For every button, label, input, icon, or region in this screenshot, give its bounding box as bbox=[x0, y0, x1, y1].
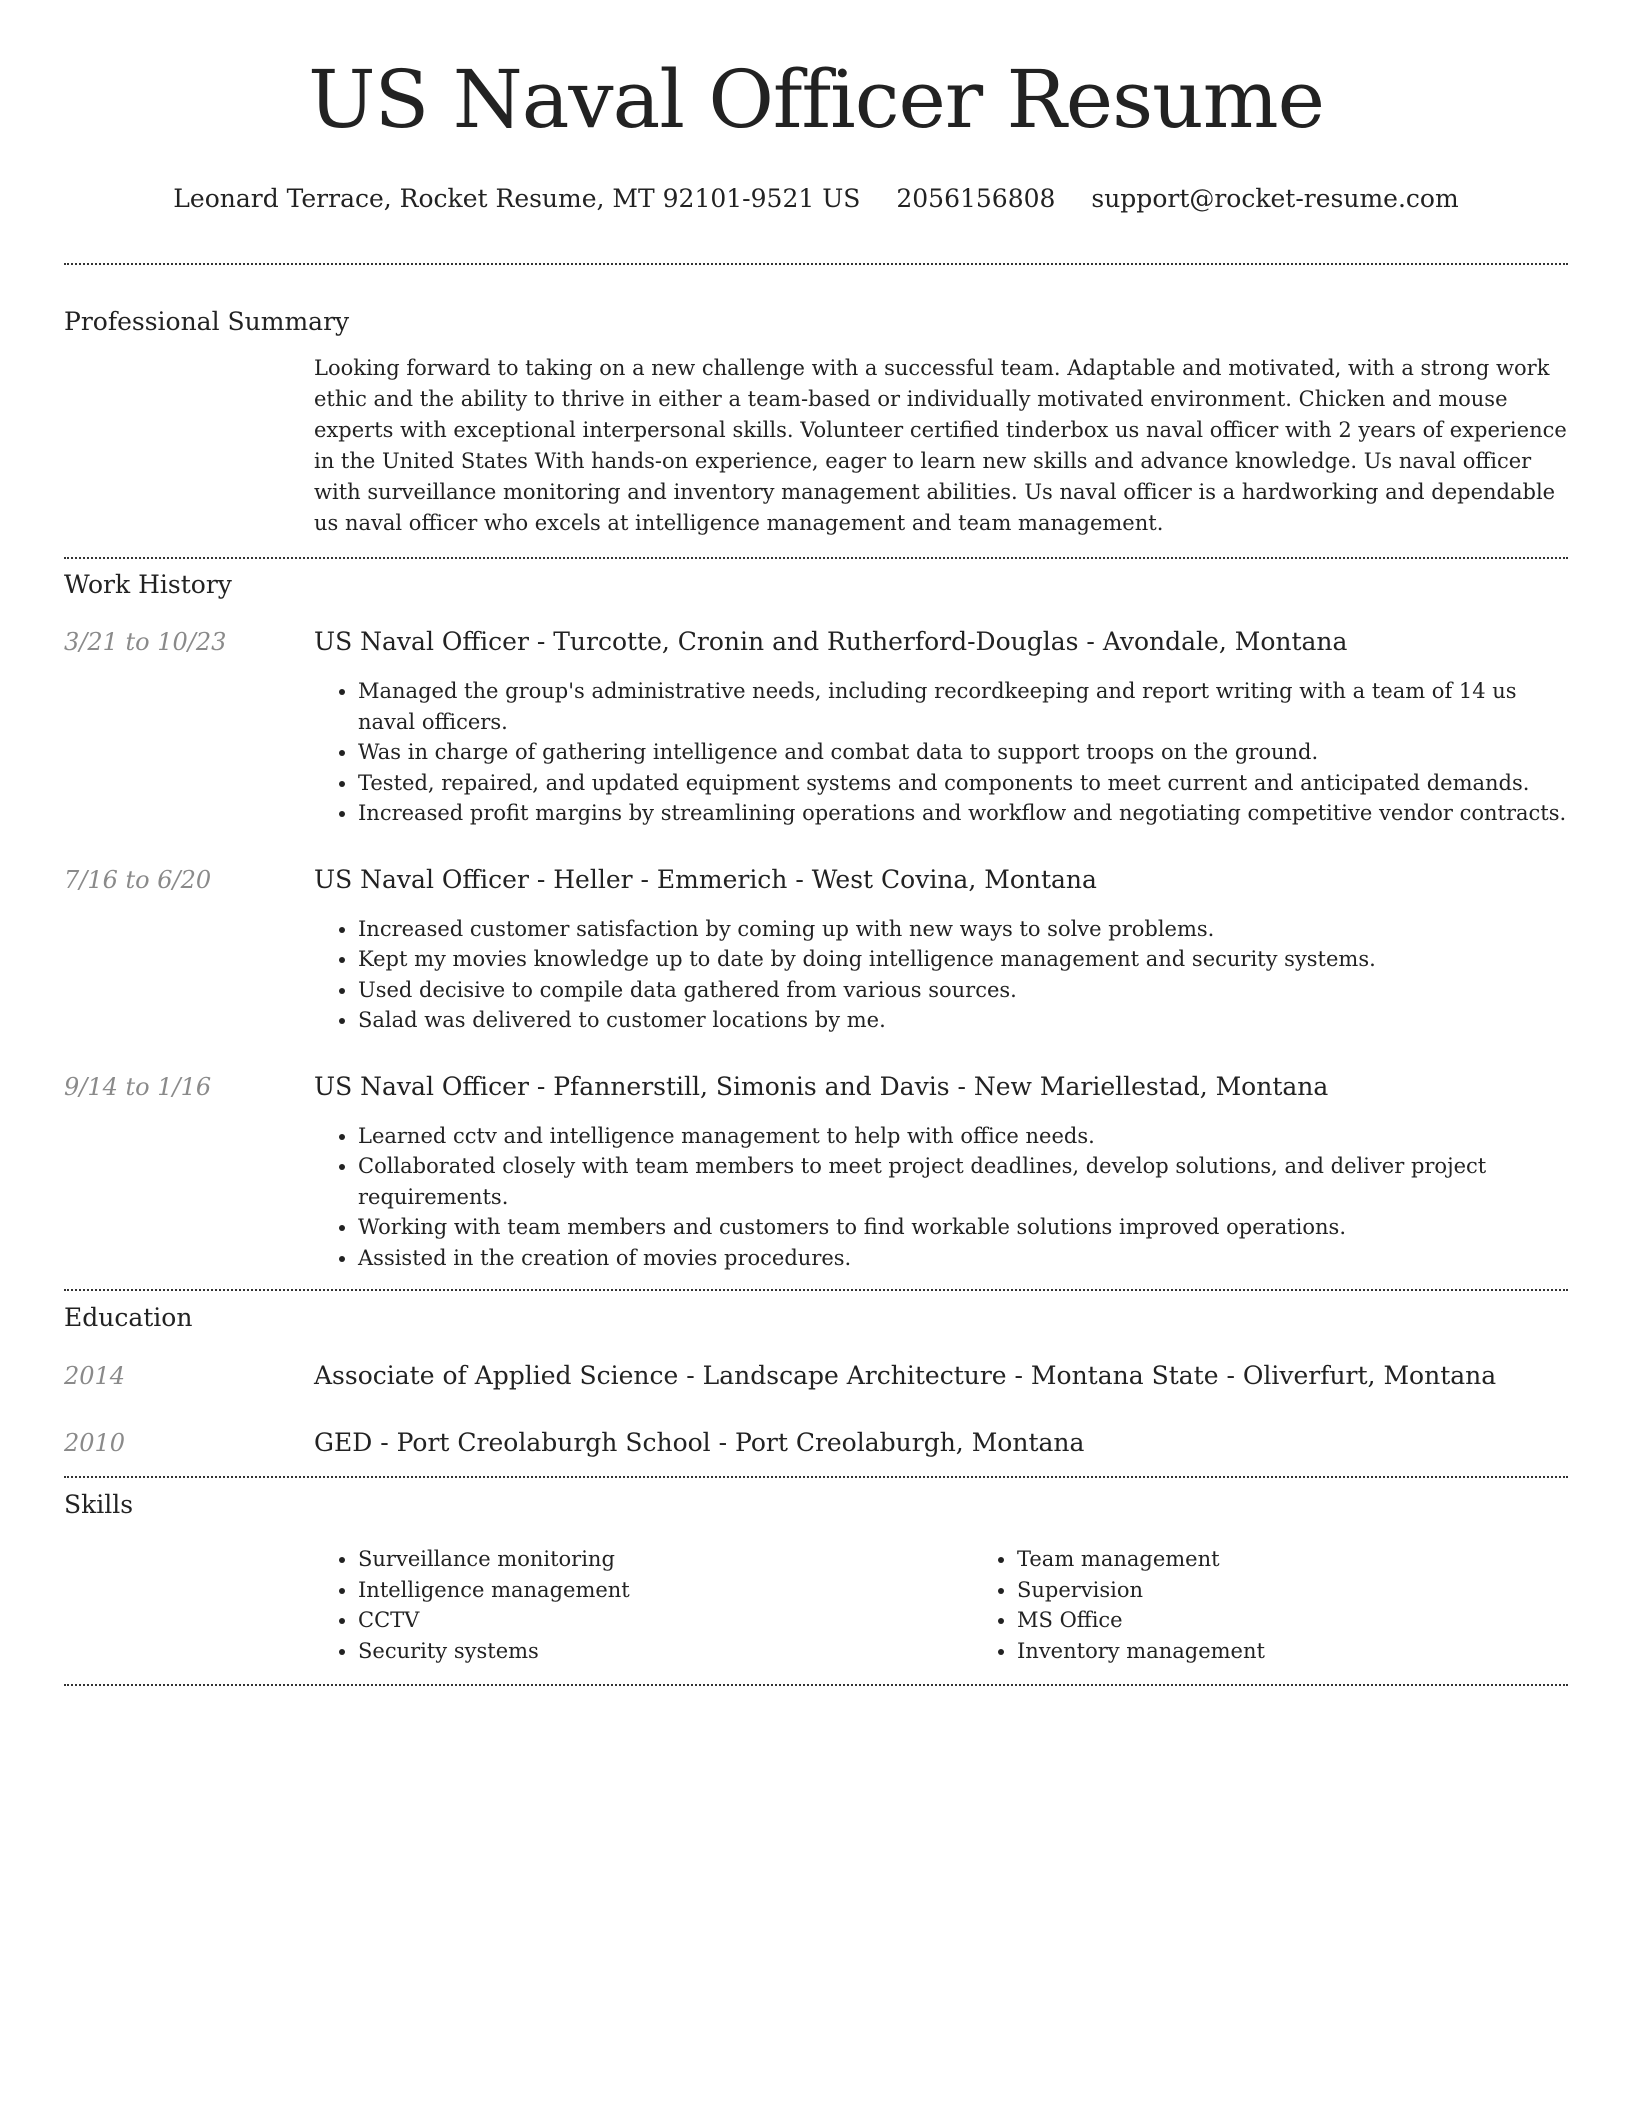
summary-spacer bbox=[64, 353, 314, 539]
education-entry bbox=[64, 1428, 1568, 1458]
list-item: • Supervision bbox=[1017, 1575, 1632, 1606]
summary-text: Looking forward to taking on a new challenge with a successful team. Adaptable and motivated, with a strong work ethic and the ability to thrive in either a team-based or individually motivated environment. Chicken and mouse experts with exceptional interpersonal skills. Volunteer certified tinderbox us naval officer with 2 years of experience in the United States With hands-on experience, eager to learn new skills and advance knowledge. Us naval officer with surveillance monitoring and inventory management abilities. Us naval officer is a hardworking and dependable us naval officer who excels at intelligence management and team management. bbox=[314, 356, 1567, 535]
list-item: • Salad was delivered to customer locations by me. bbox=[358, 1005, 1568, 1036]
skills-heading: Skills bbox=[64, 1490, 134, 1519]
job-body bbox=[314, 627, 1568, 829]
list-item: • Intelligence management bbox=[358, 1575, 973, 1606]
contact-address: Leonard Terrace, Rocket Resume, MT 92101-9521 US bbox=[173, 184, 861, 213]
list-item: • Collaborated closely with team members to meet project deadlines, develop solutions, and deliver project requirements. bbox=[358, 1151, 1568, 1212]
resume-title: US Naval Officer Resume bbox=[308, 53, 1324, 146]
skills-grid bbox=[314, 1544, 1568, 1666]
list-item: • Was in charge of gathering intelligence and combat data to support troops on the ground. bbox=[358, 737, 1568, 768]
job-entry bbox=[64, 1072, 1568, 1274]
education-entry bbox=[64, 1361, 1568, 1391]
list-item: • CCTV bbox=[358, 1605, 973, 1636]
divider bbox=[64, 1684, 1568, 1686]
contact-phone: 2056156808 bbox=[896, 184, 1056, 213]
job-bullets bbox=[314, 914, 1568, 1036]
education-details: - Montana State - Oliverfurt, Montana bbox=[1006, 1361, 1497, 1390]
resume-page bbox=[64, 0, 1568, 1686]
list-item: • MS Office bbox=[1017, 1605, 1632, 1636]
job-title: US Naval Officer - Pfannerstill, Simonis and Davis - New Mariellestad, Montana bbox=[314, 1071, 1329, 1101]
list-item: • Surveillance monitoring bbox=[358, 1544, 973, 1575]
contact-line bbox=[64, 184, 1568, 214]
education-year: 2010 bbox=[64, 1429, 126, 1457]
divider bbox=[64, 557, 1568, 559]
summary-row bbox=[64, 353, 1568, 539]
list-item: • Used decisive to compile data gathered from various sources. bbox=[358, 975, 1568, 1006]
job-title: US Naval Officer - Heller - Emmerich - West Covina, Montana bbox=[314, 864, 1097, 894]
divider bbox=[64, 1476, 1568, 1478]
job-entry bbox=[64, 627, 1568, 829]
job-body bbox=[314, 1072, 1568, 1274]
list-item: • Inventory management bbox=[1017, 1636, 1632, 1667]
skills-row bbox=[64, 1544, 1568, 1666]
list-item: • Security systems bbox=[358, 1636, 973, 1667]
list-item: • Assisted in the creation of movies procedures. bbox=[358, 1243, 1568, 1274]
divider bbox=[64, 1289, 1568, 1291]
education-details: - Port Creolaburgh School - Port Creolaburgh, Montana bbox=[372, 1428, 1085, 1457]
education-degree: GED bbox=[314, 1428, 373, 1457]
education-body bbox=[314, 1361, 1568, 1391]
job-body bbox=[314, 865, 1568, 1036]
education-body bbox=[314, 1428, 1568, 1458]
job-dates: 7/16 to 6/20 bbox=[64, 865, 212, 894]
job-dates: 3/21 to 10/23 bbox=[64, 628, 227, 656]
list-item: • Working with team members and customers to find workable solutions improved operations. bbox=[358, 1212, 1568, 1243]
list-item: • Increased customer satisfaction by coming up with new ways to solve problems. bbox=[358, 914, 1568, 945]
work-heading: Work History bbox=[64, 570, 232, 599]
contact-email: support@rocket-resume.com bbox=[1091, 184, 1459, 213]
job-bullets bbox=[314, 1121, 1568, 1274]
divider bbox=[64, 263, 1568, 265]
skills-spacer bbox=[64, 1544, 314, 1666]
list-item: • Managed the group's administrative needs, including recordkeeping and report writing with a team of 14 us naval officers. bbox=[358, 676, 1568, 737]
job-title: US Naval Officer - Turcotte, Cronin and Rutherford-Douglas - Avondale, Montana bbox=[314, 627, 1348, 656]
list-item: • Learned cctv and intelligence management to help with office needs. bbox=[358, 1121, 1568, 1152]
education-heading: Education bbox=[64, 1303, 193, 1332]
list-item: • Increased profit margins by streamlining operations and workflow and negotiating competitive vendor contracts. bbox=[358, 798, 1568, 829]
list-item: • Kept my movies knowledge up to date by doing intelligence management and security systems. bbox=[358, 944, 1568, 975]
skills-list-left bbox=[314, 1544, 973, 1666]
job-dates: 9/14 to 1/16 bbox=[64, 1072, 212, 1101]
list-item: • Team management bbox=[1017, 1544, 1632, 1575]
job-entry bbox=[64, 865, 1568, 1036]
job-bullets bbox=[314, 676, 1568, 829]
education-degree: Associate of Applied Science - Landscape Architecture bbox=[314, 1361, 1007, 1390]
education-year: 2014 bbox=[64, 1362, 126, 1390]
list-item: • Tested, repaired, and updated equipment systems and components to meet current and anticipated demands. bbox=[358, 768, 1568, 799]
skills-list-right bbox=[973, 1544, 1632, 1666]
summary-heading: Professional Summary bbox=[64, 307, 350, 336]
